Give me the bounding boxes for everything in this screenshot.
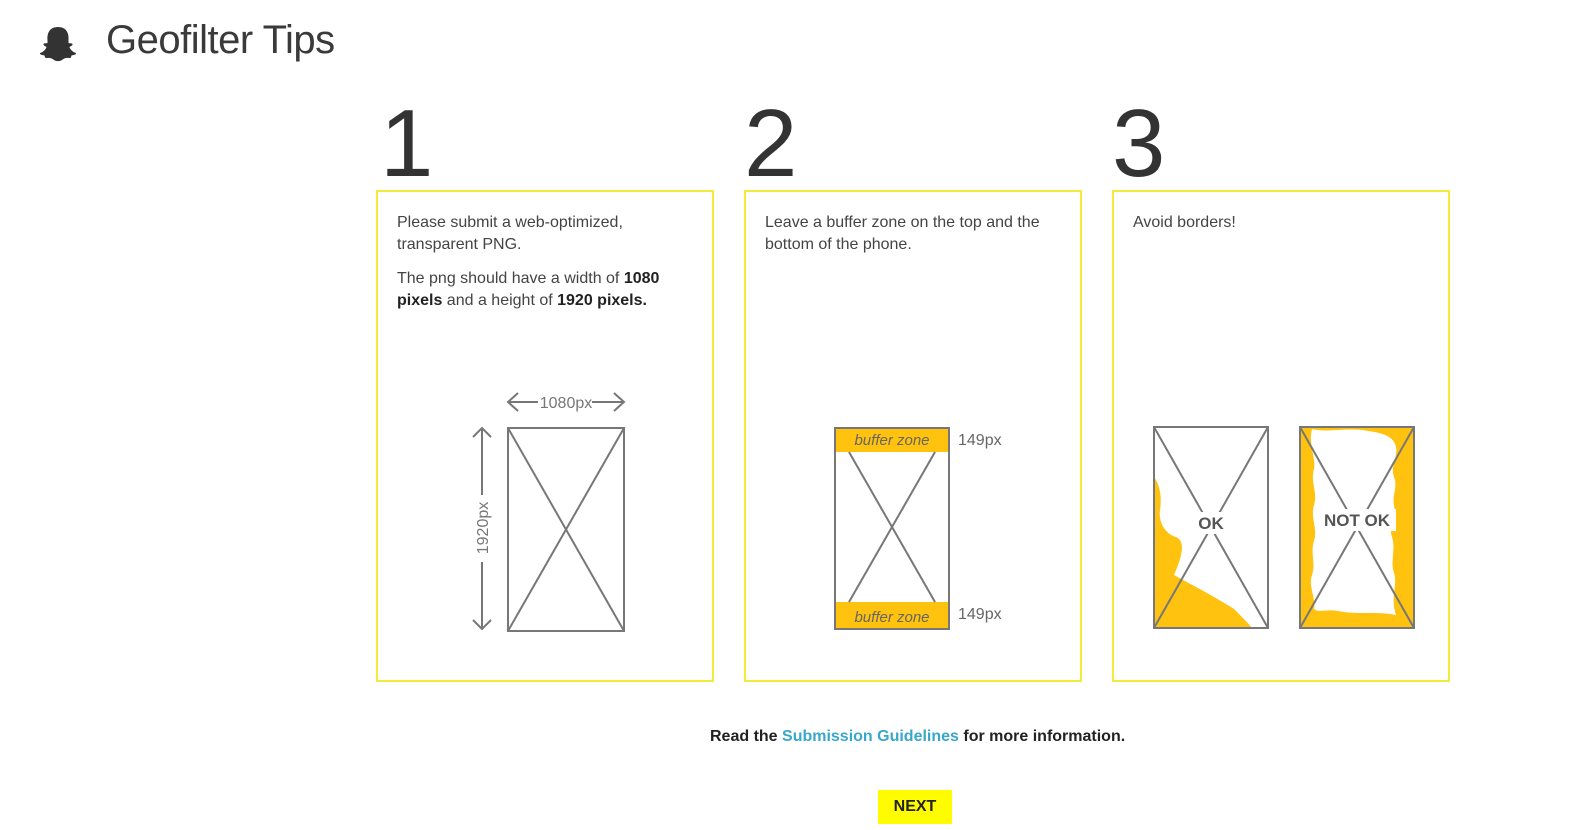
footer-note-text (710, 728, 1125, 746)
tip-paragraph-dimensions (397, 268, 687, 312)
tip-card-text (765, 212, 1055, 268)
ok-label: OK (1198, 514, 1224, 533)
footer-prefix: Read the (710, 728, 783, 745)
dimensions-diagram (468, 390, 628, 636)
width-value: 1080 pixels (397, 270, 660, 309)
tip-card-text (1133, 212, 1423, 246)
top-zone-size: 149px (958, 432, 1002, 449)
bottom-zone-size: 149px (958, 606, 1002, 623)
step-number-2: 2 (744, 90, 798, 197)
page-title: Geofilter Tips (106, 18, 335, 62)
snapchat-ghost-icon[interactable] (38, 24, 78, 64)
next-button[interactable]: NEXT (878, 790, 952, 824)
top-zone-label: buffer zone (854, 432, 930, 449)
tip-paragraph: Avoid borders! (1133, 214, 1236, 231)
footer-suffix: for more information. (958, 728, 1126, 745)
tip-card-text (397, 212, 687, 324)
buffer-zone-diagram (832, 426, 1022, 632)
tip-paragraph: Leave a buffer zone on the top and the bottom of the phone. (765, 214, 1040, 253)
step-number-3: 3 (1112, 90, 1166, 197)
width-label: 1080px (539, 395, 593, 412)
phone-frame-icon (835, 428, 949, 629)
phone-frame-icon (508, 428, 624, 631)
tip-paragraph: Please submit a web-optimized, transparent PNG. (397, 214, 623, 253)
text-fragment: The png should have a width of (397, 270, 624, 287)
step-number-1: 1 (380, 90, 434, 197)
ok-example-diagram (1152, 425, 1272, 631)
text-fragment: and a height of (442, 292, 558, 309)
height-label: 1920px (475, 501, 492, 555)
submission-guidelines-link[interactable]: Submission Guidelines (782, 728, 959, 745)
tip-card-dimensions (376, 190, 714, 682)
height-value: 1920 pixels. (557, 292, 647, 309)
not-ok-example-diagram (1298, 425, 1418, 631)
yellow-shape (1154, 477, 1252, 628)
tip-card-buffer-zone (744, 190, 1082, 682)
bottom-zone-label: buffer zone (854, 609, 930, 626)
tip-card-borders (1112, 190, 1450, 682)
not-ok-label: NOT OK (1323, 511, 1391, 530)
